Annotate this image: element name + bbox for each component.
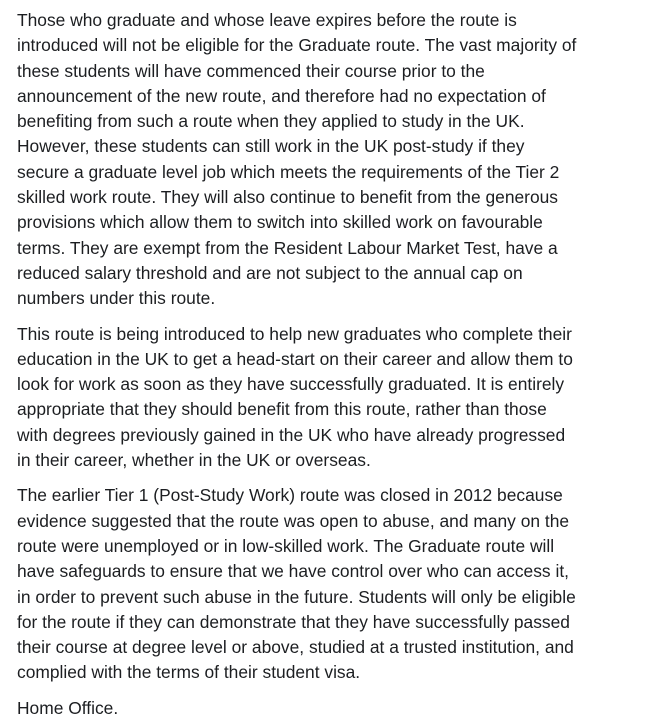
paragraph-graduate-eligibility: Those who graduate and whose leave expires before the route is introduced will not be eligible for the Graduate route. The vast majority of these students will have commenced their course prior to the announcement of the new route, and therefore had no expectation of benefiting from such a route when they applied to study in the UK. However, these students can still work in the UK post-study if they secure a graduate level job which meets the requirements of the Tier 2 skilled work route. They will also continue to benefit from the generous provisions which allow them to switch into skilled work on favourable terms. They are exempt from the Resident Labour Market Test, have a reduced salary threshold and are not subject to the annual cap on numbers under this route. — [17, 10, 577, 309]
paragraph-route-purpose: This route is being introduced to help new graduates who complete their education in the UK to get a head-start on their career and allow them to look for work as soon as they have successfully graduated. It is entirely appropriate that they should benefit from this route, rather than those with degrees previously gained in the UK who have already progressed in their career, whether in the UK or overseas. — [17, 323, 573, 471]
paragraph-post-study-history: The earlier Tier 1 (Post-Study Work) route was closed in 2012 because evidence suggested that the route was open to abuse, and many on the route were unemployed or in low-skilled work. The Graduate route will have safeguards to ensure that we have control over who can access it, in order to prevent such abuse in the future. Students will only be eligible for the route if they can demonstrate that they have successfully passed their course at degree level or above, studied at a trusted institution, and complied with the terms of their student visa. — [17, 485, 576, 683]
signoff-author: Home Office. — [17, 697, 119, 718]
